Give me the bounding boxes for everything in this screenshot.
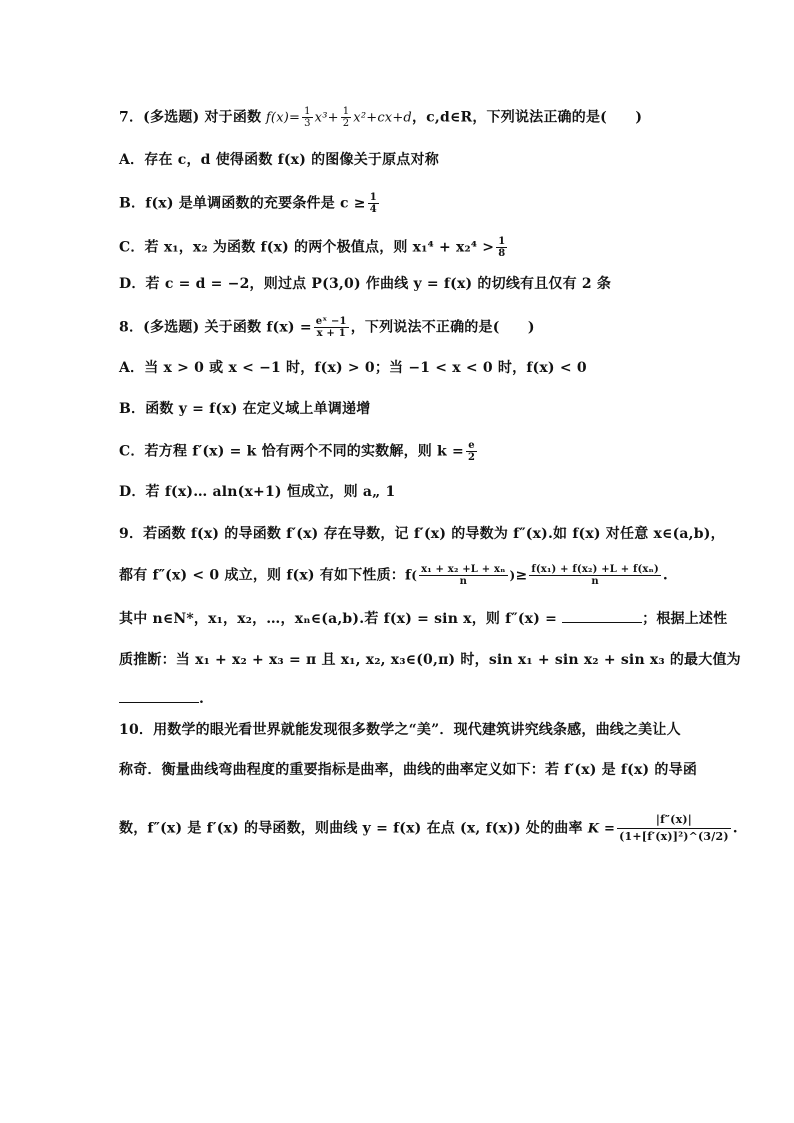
q8-frac-den: x + 1 — [316, 328, 346, 339]
q7-frac-b-num: 1 — [342, 106, 350, 117]
q10-line1: 10．用数学的眼光看世界就能发现很多数学之“美”．现代建筑讲究线条感，曲线之美让人 — [119, 722, 681, 738]
q7-frac-a-num: 1 — [304, 106, 311, 117]
q7-func: f(x)= — [265, 110, 301, 126]
q9-line5 — [119, 688, 204, 709]
q9-ge: ≥ — [515, 567, 528, 584]
q8-option-a: A．当 x > 0 或 x < −1 时，f(x) > 0；当 −1 < x < 0 时，f(x) < 0 — [119, 360, 587, 376]
q7-option-b-frac — [368, 192, 379, 215]
q8-option-d: D．若 f(x)… aln(x+1) 恒成立，则 a„ 1 — [119, 484, 396, 500]
q10-curvature-frac — [617, 812, 731, 845]
q7-option-c-frac — [496, 236, 507, 259]
q7-option-c — [119, 236, 509, 259]
q8-option-c-text: C．若方程 f′(x) = k 恰有两个不同的实数解，则 k = — [119, 443, 464, 460]
q7-option-b — [119, 192, 381, 215]
q10-k-label: K = — [587, 821, 616, 837]
q7-option-b-text: B．f(x) 是单调函数的充要条件是 c ≥ — [119, 195, 366, 212]
q7-stem — [119, 106, 642, 129]
q8-option-c-frac — [466, 440, 477, 463]
q7-stem-prefix: 7．(多选题) 对于函数 — [119, 109, 262, 126]
q7-option-a: A．存在 c，d 使得函数 f(x) 的图像关于原点对称 — [119, 152, 439, 168]
q7-option-c-num: 1 — [498, 236, 506, 247]
q7-option-c-den: 8 — [498, 248, 506, 259]
q10-line3 — [119, 812, 738, 845]
q7-frac-b — [341, 106, 352, 129]
q10-line2: 称奇．衡量曲线弯曲程度的重要指标是曲率，曲线的曲率定义如下：若 f′(x) 是 f(x) 的导函 — [119, 762, 698, 778]
q9-answer-blank-2[interactable] — [119, 688, 199, 703]
q8-option-c — [119, 440, 479, 463]
q7-mid1: x³+ — [314, 110, 339, 126]
q9-frac-right-den: n — [591, 576, 599, 587]
q7-frac-a-den: 3 — [304, 118, 311, 129]
q8-option-c-num: e — [466, 440, 477, 452]
q9-frac-left — [419, 564, 507, 587]
q7-frac-a — [302, 106, 313, 129]
q9-frac-left-den: n — [459, 576, 468, 587]
q9-frac-right — [529, 564, 661, 587]
q9-line3-prefix: 其中 n∈N*，x₁，x₂，…，xₙ∈(a,b).若 f(x) = sin x，则 f″(x) = — [119, 611, 558, 627]
q9-frac-left-num: x₁ + x₂ +L + xₙ — [421, 564, 506, 575]
q9-line2-end: . — [662, 567, 668, 584]
q7-option-d: D．若 c = d = −2，则过点 P(3,0) 作曲线 y = f(x) 的切线有且仅有 2 条 — [119, 276, 612, 292]
q8-frac — [314, 316, 349, 339]
q10-curvature-den: (1+[f′(x)]²)^(3/2) — [619, 830, 729, 843]
q8-stem — [119, 316, 535, 339]
q7-mid2: x²+cx+d — [353, 110, 412, 126]
q8-option-c-den: 2 — [467, 452, 476, 463]
q9-line1: 9．若函数 f(x) 的导函数 f′(x) 存在导数，记 f′(x) 的导数为 f″(x).如 f(x) 对任意 x∈(a,b)， — [119, 526, 725, 542]
q8-stem-suffix: ，下列说法不正确的是( ) — [350, 319, 535, 336]
q7-frac-b-den: 2 — [342, 118, 350, 129]
q7-suffix: ，c,d∈R，下列说法正确的是( ) — [411, 109, 643, 126]
q8-frac-num: eˣ −1 — [315, 316, 347, 327]
q8-option-b: B．函数 y = f(x) 在定义域上单调递增 — [119, 401, 371, 417]
q9-line2: 都有 f″(x) < 0 成立，则 f(x) 有如下性质：f( $\frac{\text{x₁ + x₂ +L + xₙ}}{n}$ )≥ $\frac{\text{f(x₁) + f(x₂) +L + f(xₙ)}}{n}$ . — [119, 564, 668, 587]
q9-line3-suffix: ；根据上述性 — [642, 611, 728, 627]
q9-frac-right-num: f(x₁) + f(x₂) +L + f(xₙ) — [531, 564, 659, 575]
q9-line4: 质推断：当 x₁ + x₂ + x₃ = π 且 x₁, x₂, x₃∈(0,π) 时，sin x₁ + sin x₂ + sin x₃ 的最大值为 — [119, 652, 741, 668]
q7-option-c-text: C．若 x₁，x₂ 为函数 f(x) 的两个极值点，则 x₁⁴ + x₂⁴ > — [119, 239, 495, 256]
q8-stem-prefix: 8．(多选题) 关于函数 f(x) = — [119, 319, 312, 336]
q7-option-b-num: 1 — [369, 192, 377, 203]
q7-option-b-den: 4 — [369, 204, 377, 215]
q10-line3-end: . — [732, 820, 738, 837]
q9-line5-end: . — [199, 691, 205, 707]
q10-curvature-num: |f″(x)| — [617, 812, 731, 829]
q10-line3-prefix: 数，f″(x) 是 f′(x) 的导函数，则曲线 y = f(x) 在点 (x, f(x)) 处的曲率 — [119, 820, 583, 837]
q9-answer-blank-1[interactable] — [562, 608, 642, 623]
q9-line3 — [119, 608, 727, 629]
q9-line2-prefix: 都有 f″(x) < 0 成立，则 f(x) 有如下性质：f — [119, 567, 412, 584]
